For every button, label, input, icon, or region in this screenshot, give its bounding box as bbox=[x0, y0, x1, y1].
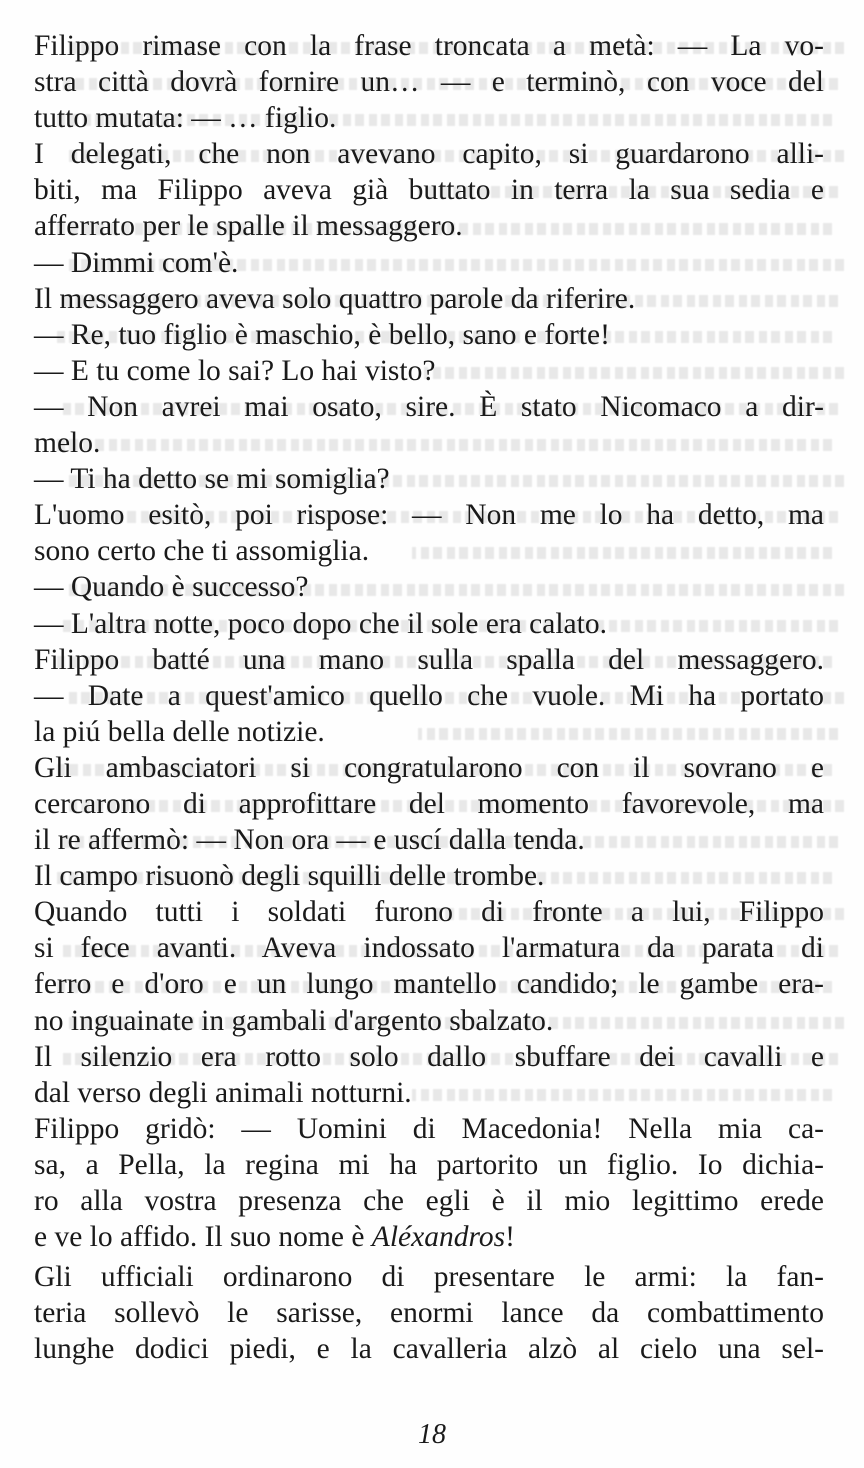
body-text bbox=[34, 28, 824, 1367]
text-line bbox=[34, 208, 824, 244]
text-line bbox=[34, 894, 824, 930]
text-line-content: Gli ambasciatori si congratularono con il sovrano e bbox=[34, 751, 824, 784]
text-line-content: no inguainate in gambali d'argento sbalzato. bbox=[34, 1004, 554, 1037]
text-line-content: — Re, tuo figlio è maschio, è bello, sano e forte! bbox=[34, 318, 610, 351]
text-line bbox=[34, 858, 824, 894]
text-line bbox=[34, 606, 824, 642]
text-line bbox=[34, 245, 824, 281]
text-line bbox=[34, 497, 824, 533]
text-line-content: — Ti ha detto se mi somiglia? bbox=[34, 463, 390, 496]
text-line-content: cercarono di approfittare del momento favorevole, ma bbox=[34, 787, 824, 820]
text-line-content: si fece avanti. Aveva indossato l'armatura da parata di bbox=[34, 932, 824, 965]
text-line-content: la piú bella delle notizie. bbox=[34, 715, 325, 748]
text-line bbox=[34, 1075, 824, 1111]
text-line bbox=[34, 930, 824, 966]
text-line bbox=[34, 136, 824, 172]
text-line bbox=[34, 425, 824, 461]
text-line-content: teria sollevò le sarisse, enormi lance da combattimento bbox=[34, 1297, 824, 1330]
text-line bbox=[34, 172, 824, 208]
text-line-content: L'uomo esitò, poi rispose: — Non me lo ha detto, ma bbox=[34, 499, 824, 532]
text-line-content: tutto mutata: — … figlio. bbox=[34, 102, 337, 135]
text-line-content: sono certo che ti assomiglia. bbox=[34, 535, 370, 568]
text-line-content: melo. bbox=[34, 427, 101, 460]
text-line-content: ro alla vostra presenza che egli è il mio legittimo erede bbox=[34, 1185, 824, 1217]
text-line-content: Il messaggero aveva solo quattro parole da riferire. bbox=[34, 282, 636, 315]
text-line-content: Il campo risuonò degli squilli delle trombe. bbox=[34, 860, 545, 893]
text-line bbox=[34, 786, 824, 822]
text-line-content: Quando tutti i soldati furono di fronte a lui, Filippo bbox=[34, 896, 824, 929]
italic-name: Aléxandros bbox=[371, 1221, 506, 1254]
text-line bbox=[34, 317, 824, 353]
text-line-content: stra città dovrà fornire un… — e terminò, con voce del bbox=[34, 66, 824, 99]
text-line bbox=[34, 100, 824, 136]
text-line bbox=[34, 678, 824, 714]
text-line-content: Filippo batté una mano sulla spalla del messaggero. bbox=[34, 643, 824, 676]
text-line bbox=[34, 1183, 824, 1219]
text-line bbox=[34, 1295, 824, 1331]
text-line bbox=[34, 1219, 824, 1255]
text-line bbox=[34, 1259, 824, 1295]
text-line bbox=[34, 714, 824, 750]
text-line-content: — Non avrei mai osato, sire. È stato Nicomaco a dir- bbox=[34, 390, 824, 423]
text-line-content: — L'altra notte, poco dopo che il sole era calato. bbox=[34, 607, 607, 640]
text-line bbox=[34, 642, 824, 678]
text-line-content: sa, a Pella, la regina mi ha partorito un figlio. Io dichia- bbox=[34, 1148, 824, 1181]
page-number: 18 bbox=[418, 1419, 446, 1450]
text-line-content: ferro e d'oro e un lungo mantello candido; le gambe era- bbox=[34, 968, 824, 1001]
text-line bbox=[34, 281, 824, 317]
text-line-content: — Date a quest'amico quello che vuole. Mi ha portato bbox=[34, 679, 824, 712]
text-line-content: biti, ma Filippo aveva già buttato in terra la sua sedia e bbox=[34, 174, 824, 207]
text-line bbox=[34, 569, 824, 605]
text-line-content: — Dimmi com'è. bbox=[34, 246, 239, 279]
text-line-content: Il silenzio era rotto solo dallo sbuffare dei cavalli e bbox=[34, 1040, 824, 1073]
text-line bbox=[34, 533, 824, 569]
text-line bbox=[34, 1147, 824, 1183]
text-line bbox=[34, 1039, 824, 1075]
text-line-content: il re affermò: — Non ora — e uscí dalla tenda. bbox=[34, 824, 585, 857]
text-line-content: e ve lo affido. Il suo nome è bbox=[34, 1221, 372, 1254]
text-line bbox=[34, 966, 824, 1002]
text-line bbox=[34, 389, 824, 425]
text-line bbox=[34, 822, 824, 858]
text-line bbox=[34, 1331, 824, 1367]
text-line-content: — Quando è successo? bbox=[34, 571, 309, 604]
text-line-content: Filippo rimase con la frase troncata a metà: — La vo- bbox=[34, 30, 824, 62]
text-line bbox=[34, 1111, 824, 1147]
text-line-content: lunghe dodici piedi, e la cavalleria alzò al cielo una sel- bbox=[34, 1333, 824, 1366]
text-line-tail: ! bbox=[505, 1221, 515, 1254]
text-line-content: afferrato per le spalle il messaggero. bbox=[34, 210, 463, 243]
text-line bbox=[34, 750, 824, 786]
text-line bbox=[34, 1003, 824, 1039]
text-line bbox=[34, 64, 824, 100]
text-line-content: Filippo gridò: — Uomini di Macedonia! Nella mia ca- bbox=[34, 1112, 824, 1145]
text-line bbox=[34, 353, 824, 389]
text-line-content: Gli ufficiali ordinarono di presentare le armi: la fan- bbox=[34, 1261, 824, 1294]
text-line-content: — E tu come lo sai? Lo hai visto? bbox=[34, 354, 436, 387]
text-line-content: dal verso degli animali notturni. bbox=[34, 1076, 412, 1109]
text-line bbox=[34, 28, 824, 64]
text-line bbox=[34, 461, 824, 497]
text-line-content: I delegati, che non avevano capito, si guardarono alli- bbox=[34, 138, 824, 171]
